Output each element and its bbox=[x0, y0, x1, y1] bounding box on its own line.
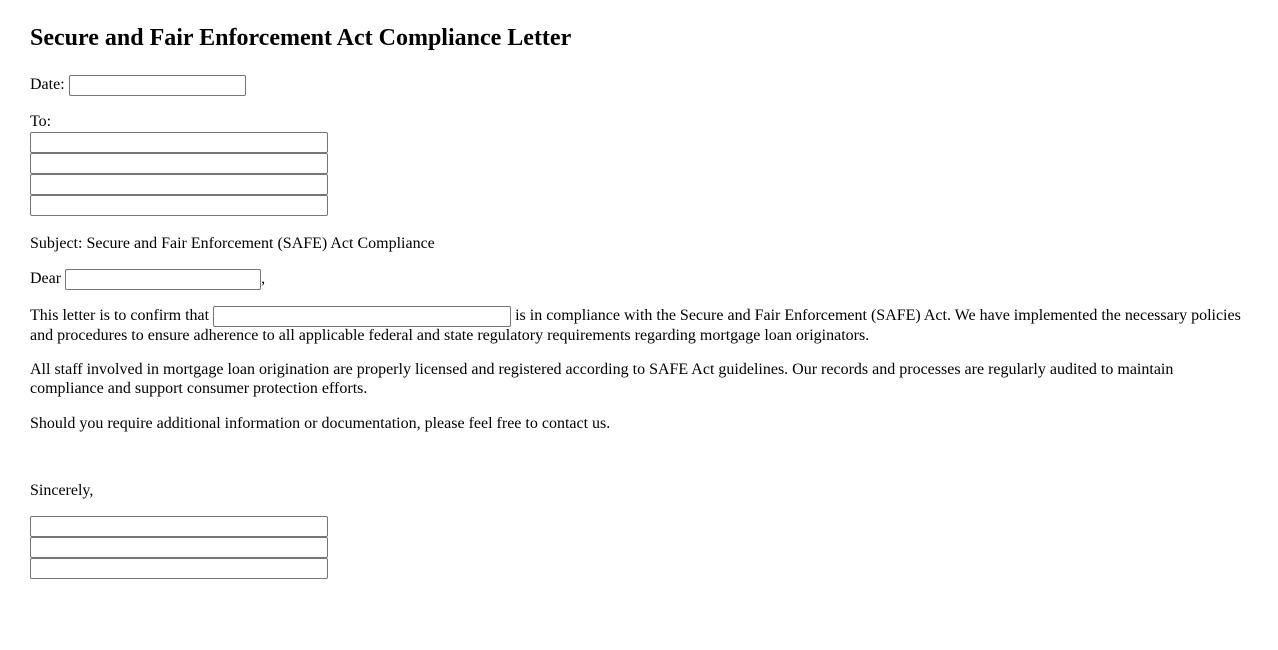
body-paragraph-3: Should you require additional information or documentation, please feel free to contact us. bbox=[30, 415, 611, 433]
page-title: Secure and Fair Enforcement Act Compliance Letter bbox=[30, 25, 572, 51]
confirm-text-after: is in compliance with the Secure and Fair Enforcement (SAFE) Act. We have implemented the necessary policies and procedures to ensure adherence to all applicable federal and state regulatory requirements regarding mortgage loan originators. bbox=[30, 306, 1241, 344]
to-label: To: bbox=[30, 112, 52, 130]
salutation-name-input[interactable] bbox=[65, 269, 261, 290]
subject-line: Subject: Secure and Fair Enforcement (SAFE) Act Compliance bbox=[30, 234, 435, 252]
to-recipient-line-2[interactable] bbox=[30, 153, 328, 174]
entity-name-input[interactable] bbox=[213, 306, 511, 327]
to-recipient-line-3[interactable] bbox=[30, 174, 328, 195]
signature-line-3[interactable] bbox=[30, 558, 328, 579]
salutation-row bbox=[30, 269, 1250, 290]
body-paragraph-2: All staff involved in mortgage loan origination are properly licensed and registered according to SAFE Act guidelines. Our records and processes are regularly audited to maintain compliance and support consumer protection efforts. bbox=[30, 361, 1174, 398]
salutation-comma: , bbox=[261, 269, 266, 287]
signature-block bbox=[30, 516, 1250, 579]
recipient-block bbox=[30, 113, 1250, 216]
date-row bbox=[30, 75, 1250, 96]
confirm-text-before: This letter is to confirm that bbox=[30, 306, 210, 324]
date-input[interactable] bbox=[69, 75, 246, 96]
salutation-label: Dear bbox=[30, 269, 62, 287]
to-recipient-line-1[interactable] bbox=[30, 132, 328, 153]
signature-line-1[interactable] bbox=[30, 516, 328, 537]
date-label: Date: bbox=[30, 75, 65, 93]
closing-label: Sincerely, bbox=[30, 482, 94, 500]
to-recipient-line-4[interactable] bbox=[30, 195, 328, 216]
signature-line-2[interactable] bbox=[30, 537, 328, 558]
body-paragraph-1 bbox=[30, 306, 1250, 346]
